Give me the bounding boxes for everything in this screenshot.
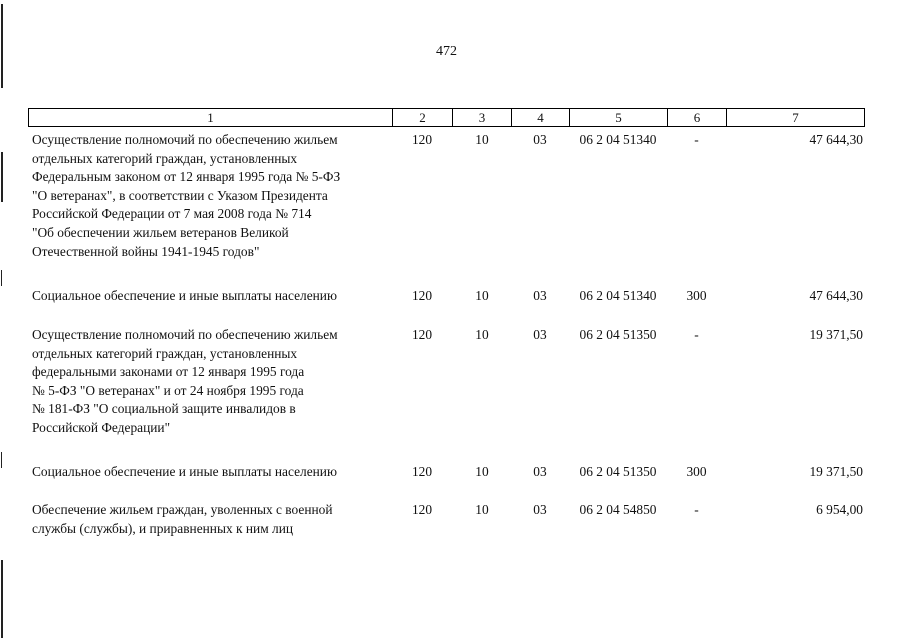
row-col-4: 03 — [533, 464, 547, 479]
page-number: 472 — [436, 44, 457, 59]
row-col-7: 47 644,30 — [809, 132, 863, 147]
scan-margin-mark — [1, 152, 3, 202]
row-col-6: - — [694, 132, 699, 147]
row-col-4: 03 — [533, 502, 547, 517]
row-name: Осуществление полномочий по обеспечению жильем отдельных категорий граждан, установленных федеральными законами от 12 января 1995 года № 5-ФЗ "О ветеранах" и от 24 ноября 1995 года № 181-ФЗ "О социальной защите инвалидов в Российской Федерации" — [32, 327, 338, 435]
row-col-2: 120 — [411, 502, 433, 517]
row-col-3: 10 — [475, 502, 489, 517]
row-col-2: 120 — [411, 327, 433, 342]
row-col-7: 47 644,30 — [809, 288, 863, 303]
row-name: Социальное обеспечение и иные выплаты населению — [32, 288, 337, 303]
row-col-6: 300 — [686, 288, 707, 303]
row-col-5: 06 2 04 51340 — [579, 132, 657, 147]
row-col-3: 10 — [475, 132, 489, 147]
scan-margin-mark — [1, 560, 3, 638]
row-col-7: 19 371,50 — [809, 327, 863, 342]
scan-margin-mark — [1, 4, 3, 88]
row-col-4: 03 — [533, 288, 547, 303]
row-col-6: - — [694, 327, 699, 342]
scan-margin-mark — [1, 270, 2, 286]
row-name: Обеспечение жильем граждан, уволенных с военной службы (службы), и приравненных к ним лиц — [32, 502, 333, 536]
row-col-2: 120 — [411, 464, 433, 479]
table-header-cell: 5 — [570, 109, 668, 126]
row-col-2: 120 — [411, 132, 433, 147]
row-col-3: 10 — [475, 288, 489, 303]
row-name: Социальное обеспечение и иные выплаты населению — [32, 464, 337, 479]
table-header-row — [28, 108, 865, 127]
row-col-5: 06 2 04 51350 — [579, 327, 657, 342]
row-col-5: 06 2 04 51340 — [579, 288, 657, 303]
row-col-6: - — [694, 502, 699, 517]
row-col-5: 06 2 04 51350 — [579, 464, 657, 479]
row-col-5: 06 2 04 54850 — [579, 502, 657, 517]
row-name: Осуществление полномочий по обеспечению жильем отдельных категорий граждан, установленных Федеральным законом от 12 января 1995 года № 5-ФЗ "О ветеранах", в соответствии с Указом Президента Российской Федерации от 7 мая 2008 года № 714 "Об обеспечении жильем ветеранов Великой Отечественной войны 1941-1945 годов" — [32, 132, 341, 259]
table-header-cell: 4 — [512, 109, 570, 126]
row-col-2: 120 — [411, 288, 433, 303]
scan-margin-mark — [1, 452, 2, 468]
row-col-4: 03 — [533, 132, 547, 147]
row-col-6: 300 — [686, 464, 707, 479]
table-header-cell: 7 — [792, 110, 799, 125]
row-col-3: 10 — [475, 327, 489, 342]
table-header-cell: 6 — [668, 109, 727, 126]
table-header-cell: 1 — [29, 109, 393, 126]
row-col-7: 19 371,50 — [809, 464, 863, 479]
row-col-7: 6 954,00 — [816, 502, 863, 517]
table-header-cell: 2 — [393, 109, 453, 126]
row-col-4: 03 — [533, 327, 547, 342]
row-col-3: 10 — [475, 464, 489, 479]
table-header-cell: 3 — [453, 109, 512, 126]
